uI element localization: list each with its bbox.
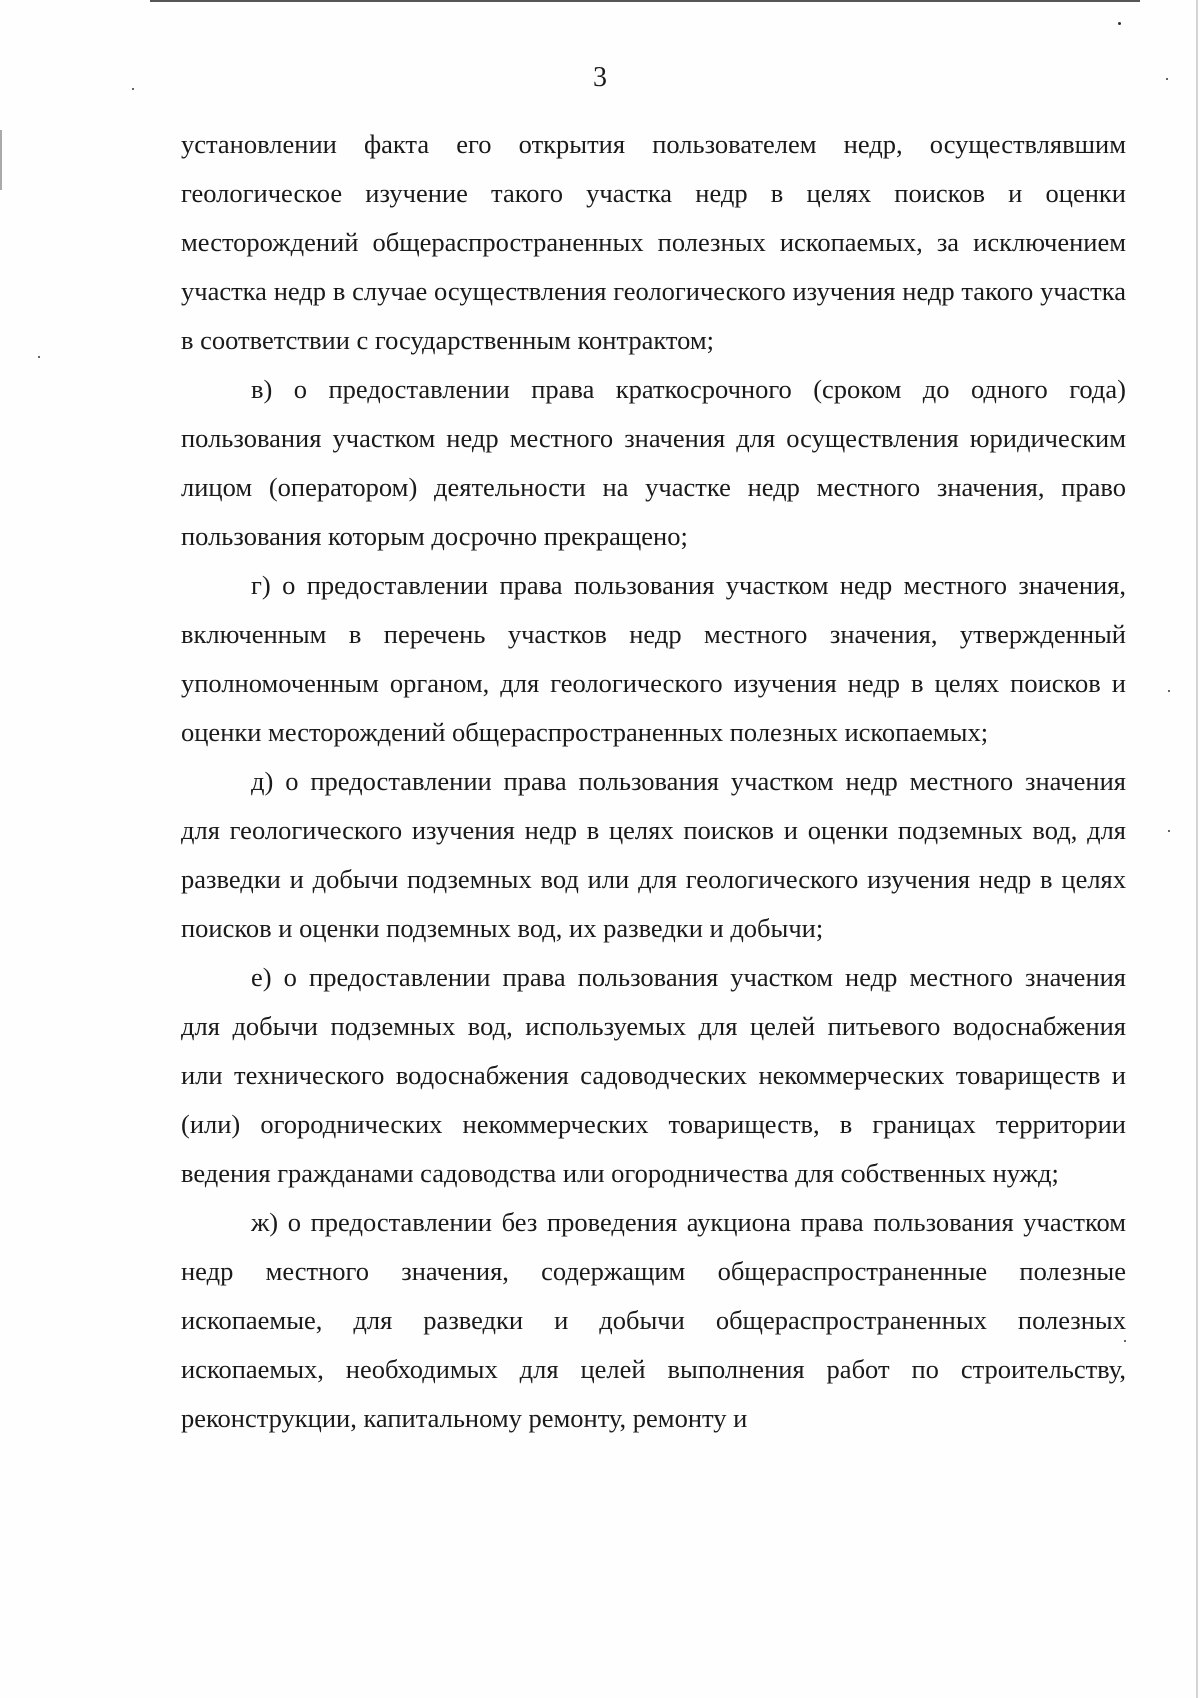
paragraph-item-zh: ж) о предоставлении без проведения аукциона права пользования участком недр местного значения, содержащим общераспространенные полезные ископаемые, для разведки и добычи общераспространенных полезных ископаемых, необходимых для целей выполнения работ по строительству, реконструкции, капитальному ремонту, ремонту и (181, 1207, 1126, 1433)
page-number: 3 (593, 62, 607, 93)
body-text (181, 120, 1126, 1443)
scan-edge-left (0, 130, 2, 190)
scan-speck (1168, 830, 1170, 832)
scan-speck (1168, 690, 1170, 692)
scan-speck (1118, 22, 1121, 25)
paragraph-item-e: е) о предоставлении права пользования участком недр местного значения для добычи подземных вод, используемых для целей питьевого водоснабжения или технического водоснабжения садоводческих некоммерческих товариществ и (или) огороднических некоммерческих товариществ, в границах территории ведения гражданами садоводства или огородничества для собственных нужд; (181, 962, 1126, 1188)
paragraph-item-v: в) о предоставлении права краткосрочного (сроком до одного года) пользования участком недр местного значения для осуществления юридическим лицом (оператором) деятельности на участке недр местного значения, право пользования которым досрочно прекращено; (181, 374, 1126, 551)
scan-speck (38, 356, 40, 358)
paragraph-continuation: установлении факта его открытия пользователем недр, осуществлявшим геологическое изучение такого участка недр в целях поисков и оценки месторождений общераспространенных полезных ископаемых, за исключением участка недр в случае осуществления геологического изучения недр такого участка в соответствии с государственным контрактом; (181, 129, 1126, 355)
paragraph-item-g: г) о предоставлении права пользования участком недр местного значения, включенным в перечень участков недр местного значения, утвержденный уполномоченным органом, для геологического изучения недр в целях поисков и оценки месторождений общераспространенных полезных ископаемых; (181, 570, 1126, 747)
scan-edge-top (150, 0, 1140, 2)
paragraph-item-d: д) о предоставлении права пользования участком недр местного значения для геологического изучения недр в целях поисков и оценки подземных вод, для разведки и добычи подземных вод или для геологического изучения недр в целях поисков и оценки подземных вод, их разведки и добычи; (181, 766, 1126, 943)
scan-edge-right (1196, 0, 1198, 1698)
